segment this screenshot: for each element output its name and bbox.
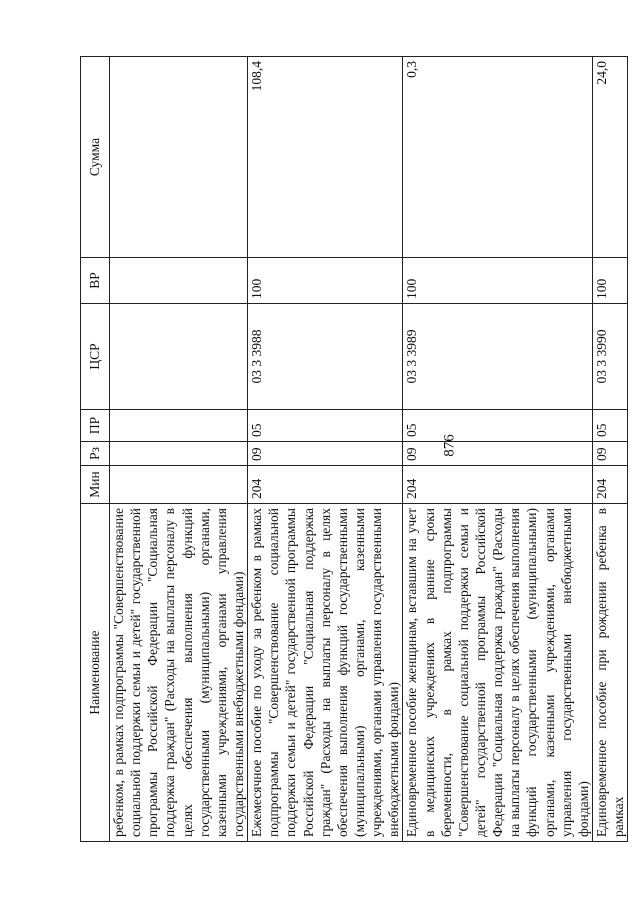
row-min: 204	[403, 466, 593, 504]
header-csr: ЦСР	[81, 304, 110, 410]
row-rz: 09	[403, 442, 593, 466]
row-min: 204	[592, 466, 627, 504]
document-sheet	[80, 57, 627, 842]
header-min: Мин	[81, 466, 110, 504]
row-vr: 100	[248, 258, 403, 304]
row-sum: 0,3	[403, 57, 593, 258]
row-sum: 24,0	[592, 57, 627, 258]
header-name: Наименование	[81, 504, 110, 842]
row-sum	[110, 57, 248, 258]
row-vr: 100	[592, 258, 627, 304]
row-rz	[110, 442, 248, 466]
header-pr: ПР	[81, 410, 110, 442]
table-row	[403, 57, 593, 842]
table-row	[248, 57, 403, 842]
row-name: Единовременное пособие при рождении ребенка в рамках	[592, 504, 627, 842]
row-pr: 05	[248, 410, 403, 442]
row-csr: 03 3 3989	[403, 304, 593, 410]
row-pr	[110, 410, 248, 442]
row-min: 204	[248, 466, 403, 504]
page-number: 876	[441, 434, 458, 457]
row-rz: 09	[248, 442, 403, 466]
header-vr: ВР	[81, 258, 110, 304]
row-name: Ежемесячное пособие по уходу за ребенком в рамках подпрограммы "Совершенствование социальной поддержки семьи и детей" государственной программы Российской Федерации "Социальная поддержка граждан" (Расходы на выплаты персоналу в целях обеспечения выполнения функций государственными (муниципальными) органами, казенными учреждениями, органами управления государственными внебюджетными фондами)	[248, 504, 403, 842]
table-row	[110, 57, 248, 842]
row-csr: 03 3 3988	[248, 304, 403, 410]
row-rz: 09	[592, 442, 627, 466]
row-pr: 05	[403, 410, 593, 442]
row-name: ребенком, в рамках подпрограммы "Совершенствование социальной поддержки семьи и детей" государственной программы Российской Федерации "Социальная поддержка граждан" (Расходы на выплаты персоналу в целях обеспечения выполнения функций государственными (муниципальными) органами, казенными учреждениями, органами управления государственными внебюджетными фондами)	[110, 504, 248, 842]
row-vr: 100	[403, 258, 593, 304]
row-pr: 05	[592, 410, 627, 442]
row-sum: 108,4	[248, 57, 403, 258]
row-min	[110, 466, 248, 504]
row-vr	[110, 258, 248, 304]
table-header-row	[81, 57, 110, 842]
row-csr	[110, 304, 248, 410]
header-sum: Сумма	[81, 57, 110, 258]
header-rz: Рз	[81, 442, 110, 466]
budget-table	[80, 56, 628, 842]
row-name: Единовременное пособие женщинам, вставшим на учет в медицинских учреждениях в ранние сроки беременности, в рамках подпрограммы "Совершенствование социальной поддержки семьи и детей" государственной программы Российской Федерации "Социальная поддержка граждан" (Расходы на выплаты персоналу в целях обеспечения выполнения функций государственными (муниципальными) органами, казенными учреждениями, органами управления государственными внебюджетными фондами)	[403, 504, 593, 842]
rotated-table-container	[80, 57, 627, 842]
table-row	[592, 57, 627, 842]
row-csr: 03 3 3990	[592, 304, 627, 410]
